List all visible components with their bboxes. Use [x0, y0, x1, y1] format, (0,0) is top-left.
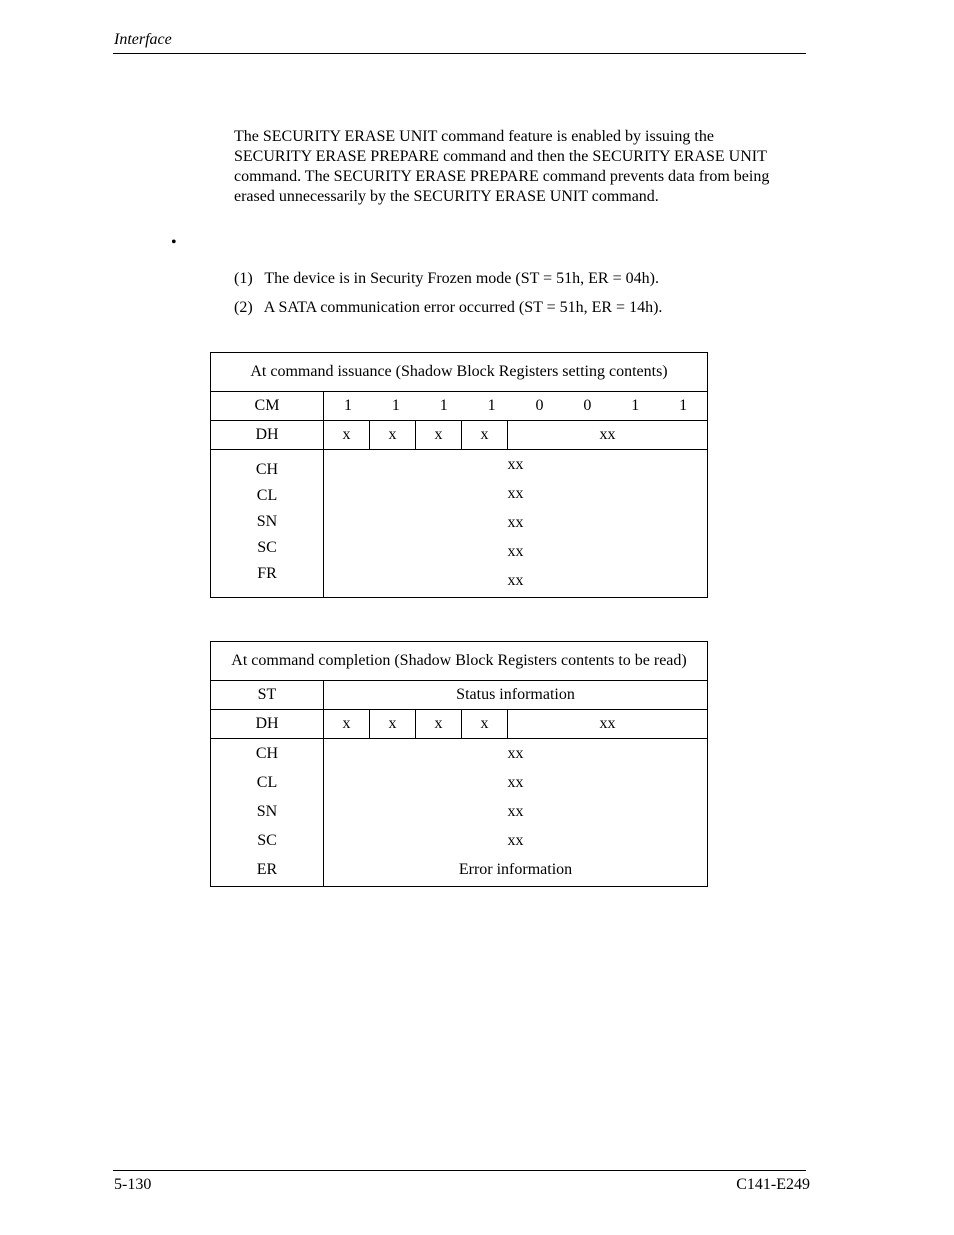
issuance-register-table	[210, 352, 708, 598]
register-label: CH	[255, 461, 279, 478]
register-value: xx	[507, 803, 524, 820]
register-label: SC	[257, 832, 277, 849]
register-label: CH	[255, 745, 279, 762]
register-value: xx	[507, 543, 524, 560]
dh-bit: x	[462, 710, 508, 739]
register-value: xx	[507, 832, 524, 849]
register-labels	[211, 739, 324, 887]
register-value: xx	[507, 745, 524, 762]
register-value: xx	[507, 456, 524, 473]
cm-bit: 1	[679, 397, 688, 414]
register-label: SN	[256, 513, 278, 530]
bullet-icon: •	[171, 234, 177, 251]
issuance-table-title: At command issuance (Shadow Block Registers setting contents)	[211, 353, 708, 392]
cm-bit: 1	[343, 397, 352, 414]
register-label: SC	[257, 539, 277, 556]
register-value: xx	[507, 514, 524, 531]
st-value: Status information	[324, 681, 708, 710]
cm-bit: 1	[631, 397, 640, 414]
cm-bit: 1	[391, 397, 400, 414]
running-header: Interface	[114, 31, 172, 48]
register-label: CL	[256, 487, 278, 504]
cm-bit: 0	[535, 397, 544, 414]
dh-bit: x	[324, 710, 370, 739]
dh-bit: x	[370, 421, 416, 450]
register-value: xx	[507, 774, 524, 791]
dh-label: DH	[211, 710, 324, 739]
completion-register-table	[210, 641, 708, 887]
register-label: ER	[256, 861, 278, 878]
cm-bit: 1	[439, 397, 448, 414]
completion-table-title: At command completion (Shadow Block Registers contents to be read)	[211, 642, 708, 681]
register-values	[324, 739, 708, 887]
register-label: FR	[257, 565, 277, 582]
register-label: SN	[256, 803, 278, 820]
document-code: C141-E249	[736, 1176, 810, 1193]
register-value: xx	[507, 572, 524, 589]
dh-bit: x	[324, 421, 370, 450]
register-values	[324, 450, 708, 598]
register-labels	[211, 450, 324, 598]
footer-rule	[113, 1170, 806, 1171]
register-value: xx	[507, 485, 524, 502]
cm-label: CM	[211, 392, 324, 421]
dh-bit: x	[416, 710, 462, 739]
header-rule	[113, 53, 806, 54]
page-number: 5-130	[114, 1176, 152, 1193]
dh-bit: x	[416, 421, 462, 450]
description-paragraph: The SECURITY ERASE UNIT command feature is enabled by issuing the SECURITY ERASE PREPARE command and then the SECURITY ERASE UNIT command. The SECURITY ERASE PREPARE command prevents data from being erased unnecessarily by the SECURITY ERASE UNIT command.	[234, 128, 770, 205]
dh-label: DH	[211, 421, 324, 450]
cm-bits	[324, 392, 708, 421]
error-condition-2: (2) A SATA communication error occurred (ST = 51h, ER = 14h).	[234, 299, 663, 316]
dh-rest: xx	[508, 421, 708, 450]
cm-bit: 0	[583, 397, 592, 414]
st-label: ST	[211, 681, 324, 710]
dh-bit: x	[370, 710, 416, 739]
dh-bit: x	[462, 421, 508, 450]
register-value: Error information	[458, 861, 573, 878]
register-label: CL	[256, 774, 278, 791]
cm-bit: 1	[487, 397, 496, 414]
error-condition-1: (1) The device is in Security Frozen mode (ST = 51h, ER = 04h).	[234, 270, 659, 287]
dh-rest: xx	[508, 710, 708, 739]
